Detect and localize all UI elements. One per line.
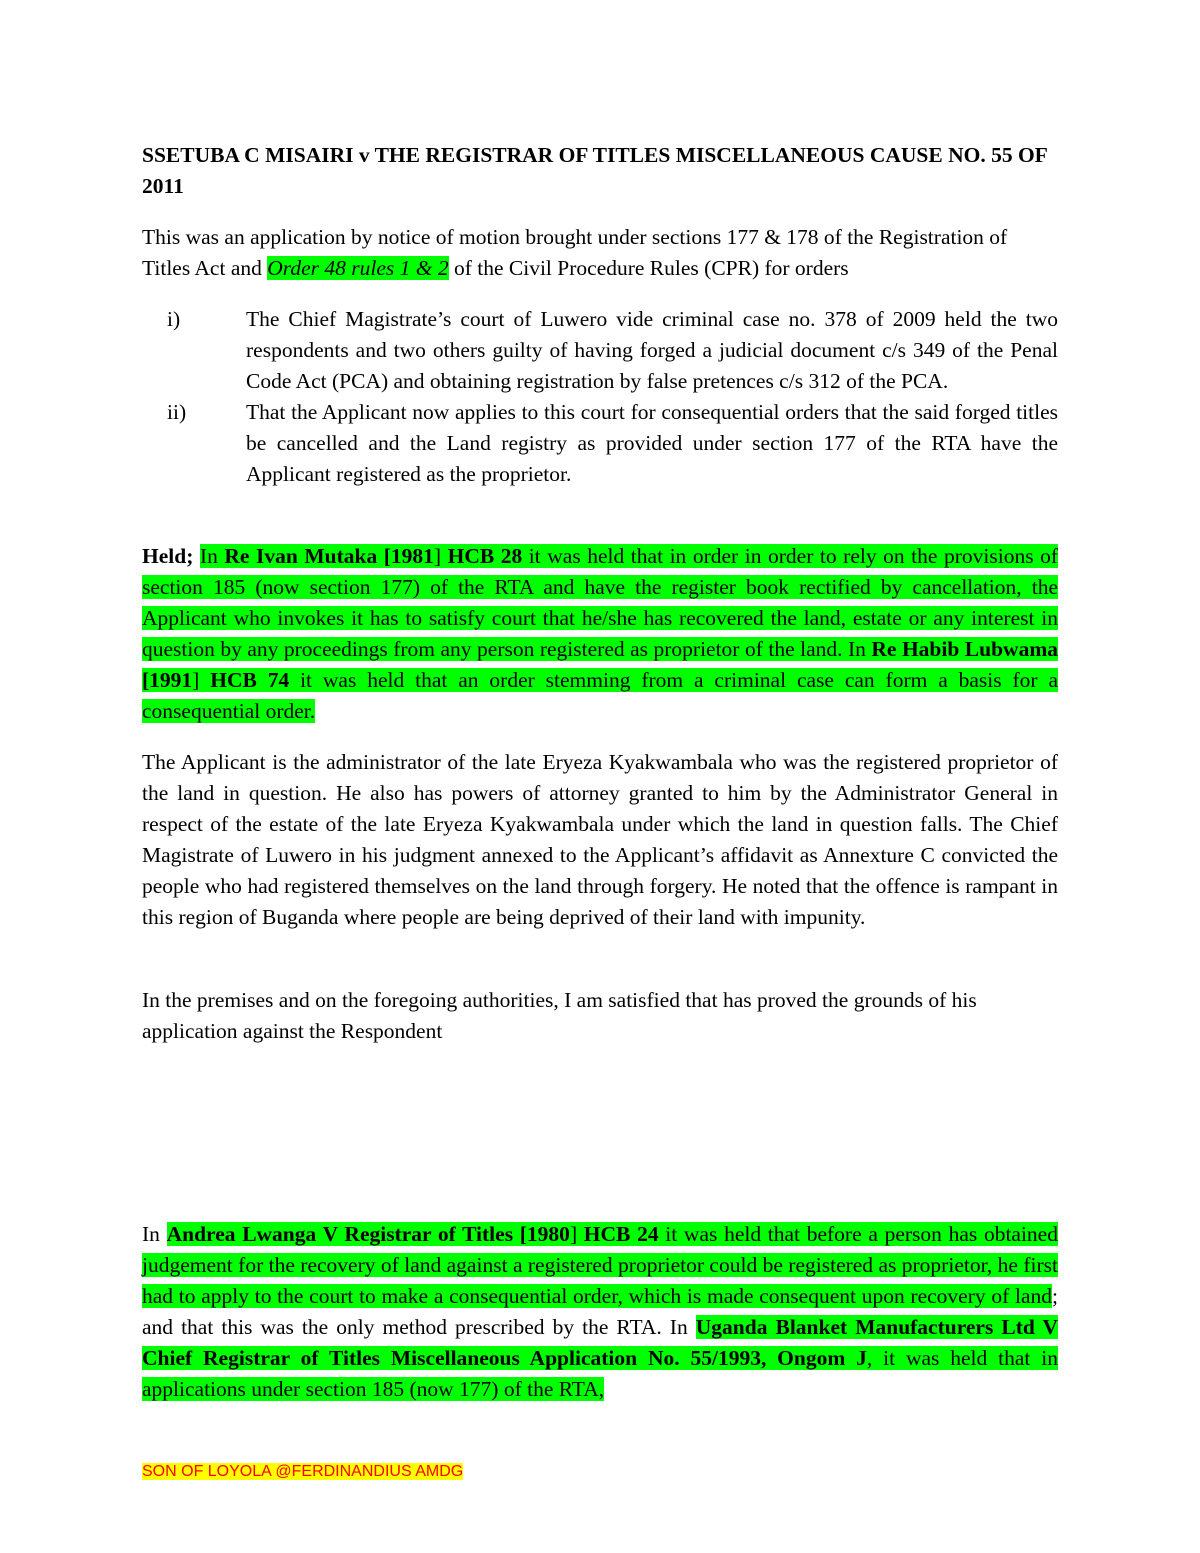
footer-text: SON OF LOYOLA @FERDINANDIUS AMDG (142, 1463, 464, 1480)
citation-hcb-24: HCB 24 (583, 1222, 659, 1246)
orders-list (142, 304, 1058, 490)
list-item-number: i) (167, 307, 181, 331)
case-name-uganda-blanket: Uganda Blanket Manufacturers Ltd V Chief Registrar of Titles Miscellaneous Application No. 55/1993, Ongom J (142, 1315, 1058, 1370)
list-item-number: ii) (167, 400, 187, 424)
intro-paragraph (142, 222, 1058, 284)
case-name-andrea-lwanga: Andrea Lwanga V Registrar of Titles [1980 (166, 1222, 570, 1246)
intro-text-end: of the Civil Procedure Rules (CPR) for orders (448, 256, 849, 280)
held-label: Held; (142, 544, 194, 568)
held-highlight: In Re Ivan Mutaka [1981] HCB 28 it was held that in order in order to rely on the provisions of section 185 (now section 177) of the RTA and have the register book rectified by cancellation, the Applicant who invokes it has to satisfy court that he/she has recovered the land, estate or any interest in question by any proceedings from any person registered as proprietor of the land. In Re Habib Lubwama [1991] HCB 74 it was held that an order stemming from a criminal case can form a basis for a consequential order. (142, 544, 1059, 723)
premises-paragraph: In the premises and on the foregoing authorities, I am satisfied that has proved the grounds of his application against the Respondent (142, 988, 977, 1043)
uganda-blanket-highlight: Uganda Blanket Manufacturers Ltd V Chief Registrar of Titles Miscellaneous Application No. 55/1993, Ongom J, it was held that in applications under section 185 (now 177) of the RTA, (142, 1315, 1058, 1401)
citation-hcb-28: HCB 28 (447, 544, 523, 568)
case-name-lubwama: Re Habib Lubwama [1991 (142, 637, 1058, 692)
case-title: SSETUBA C MISAIRI v THE REGISTRAR OF TITLES MISCELLANEOUS CAUSE NO. 55 OF 2011 (142, 143, 1048, 198)
applicant-paragraph: The Applicant is the administrator of the late Eryeza Kyakwambala who was the registered proprietor of the land in question. He also has powers of attorney granted to him by the Administrator General in respect of the estate of the late Eryeza Kyakwambala under which the land in question falls. The Chief Magistrate of Luwero in his judgment annexed to the Applicant’s affidavit as Annexture C convicted the people who had registered themselves on the land through forgery. He noted that the offence is rampant in this region of Buganda where people are being deprived of their land with impunity. (142, 750, 1058, 929)
case-name-mutaka: Re Ivan Mutaka [1981 (224, 544, 434, 568)
list-item-text: The Chief Magistrate’s court of Luwero vide criminal case no. 378 of 2009 held the two respondents and two others guilty of having forged a judicial document c/s 349 of the Penal Code Act (PCA) and obtaining registration by false pretences c/s 312 of the PCA. (246, 307, 1058, 393)
citation-hcb-74: HCB 74 (210, 668, 290, 692)
andrea-highlight: Andrea Lwanga V Registrar of Titles [1980] HCB 24 it was held that before a person has obtained judgement for the recovery of land against a registered proprietor could be registered as proprietor, he first had to apply to the court to make a consequential order, which is made consequent upon recovery of land (142, 1222, 1058, 1308)
order-reference-highlight: Order 48 rules 1 & 2 (267, 256, 449, 280)
andrea-paragraph: In Andrea Lwanga V Registrar of Titles [1980] HCB 24 it was held that before a person has obtained judgement for the recovery of land against a registered proprietor could be registered as proprietor, he first had to apply to the court to make a consequential order, which is made consequent upon recovery of land; and that this was the only method prescribed by the RTA. In Uganda Blanket Manufacturers Ltd V Chief Registrar of Titles Miscellaneous Application No. 55/1993, Ongom J, it was held that in applications under section 185 (now 177) of the RTA, (142, 1222, 1058, 1401)
list-item-text: That the Applicant now applies to this court for consequential orders that the said forged titles be cancelled and the Land registry as provided under section 177 of the RTA have the Applicant registered as the proprietor. (246, 400, 1058, 486)
footer-signature (142, 1461, 463, 1483)
list-item (142, 397, 1058, 490)
intro-text: This was an application by notice of motion brought under sections 177 & 178 of the Registration of Titles Act and (142, 225, 1008, 280)
andrea-plain-text: ; and that this was the only method prescribed by the RTA. In (142, 1284, 1058, 1339)
list-item (142, 304, 1058, 397)
held-paragraph (142, 541, 1058, 727)
